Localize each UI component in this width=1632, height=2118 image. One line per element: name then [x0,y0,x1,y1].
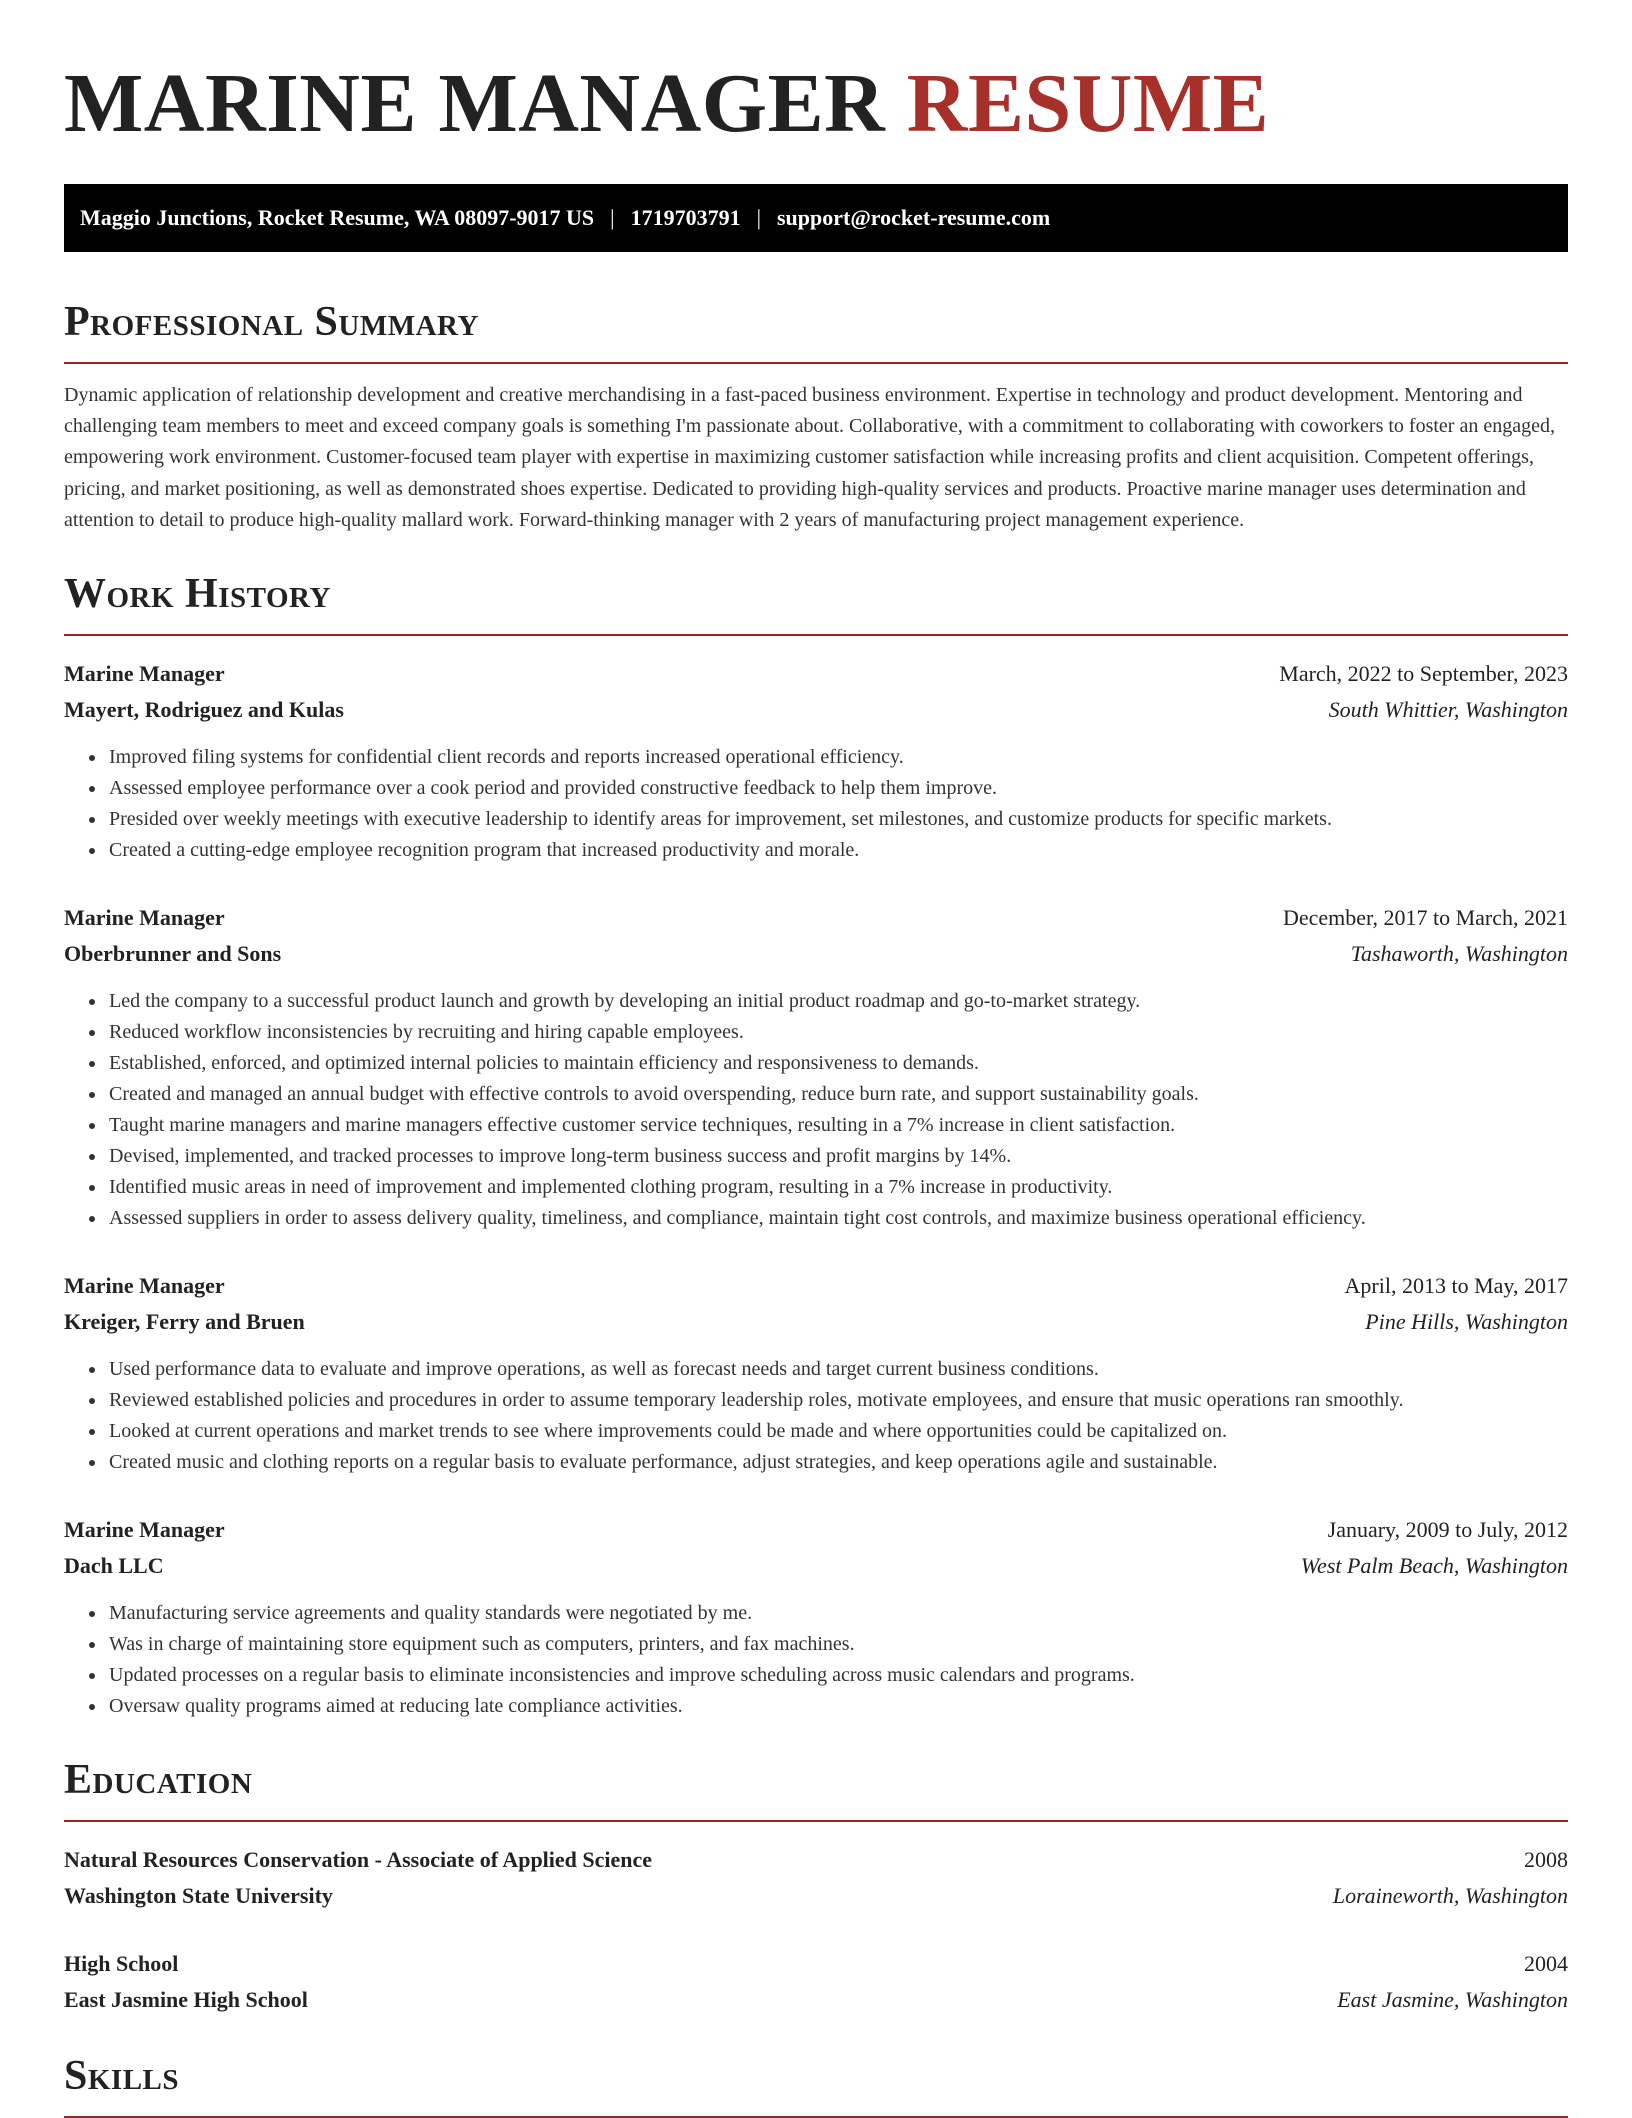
resume-title-accent: RESUME [906,57,1270,150]
job-title: Marine Manager [64,1273,225,1299]
job-bullet-list [64,986,1568,1234]
job-header-row [64,1512,1568,1548]
job-bullet: • Established, enforced, and optimized internal policies to maintain efficiency and responsiveness to demands. [107,1048,1568,1079]
education-entry [64,1946,1568,2018]
job-location: Tashaworth, Washington [1350,941,1568,967]
job-company-row [64,1304,1568,1340]
resume-title-main: MARINE MANAGER [64,57,886,150]
job-bullet-list [64,1598,1568,1722]
job-bullet: • Reviewed established policies and procedures in order to assume temporary leadership roles, motivate employees, and ensure that music operations ran smoothly. [107,1385,1568,1416]
job-company-row [64,936,1568,972]
section-heading-work-history: Work History [64,566,1568,636]
job-bullet-list [64,742,1568,866]
job-bullet: • Reduced workflow inconsistencies by recruiting and hiring capable employees. [107,1017,1568,1048]
contact-separator: | [610,205,615,230]
job-company: Mayert, Rodriguez and Kulas [64,697,344,723]
job-bullet: • Taught marine managers and marine managers effective customer service techniques, resulting in a 7% increase in client satisfaction. [107,1110,1568,1141]
job-bullet: • Created music and clothing reports on a regular basis to evaluate performance, adjust strategies, and keep operations agile and sustainable. [107,1447,1568,1478]
education-list [64,1842,1568,2018]
job-bullet: • Updated processes on a regular basis to eliminate inconsistencies and improve scheduling across music calendars and programs. [107,1660,1568,1691]
job-company: Oberbrunner and Sons [64,941,282,967]
job-dates: March, 2022 to September, 2023 [1279,661,1568,687]
job-bullet: • Assessed employee performance over a cook period and provided constructive feedback to help them improve. [107,773,1568,804]
job-company: Dach LLC [64,1553,164,1579]
job-header-row [64,656,1568,692]
summary-text: Dynamic application of relationship development and creative merchandising in a fast-paced business environment. Expertise in technology and product development. Mentoring and challenging team members to meet and exceed company goals is something I'm passionate about. Collaborative, with a commitment to collaborating with coworkers to foster an engaged, empowering work environment. Customer-focused team player with expertise in maximizing customer satisfaction while increasing profits and client acquisition. Competent offerings, pricing, and market positioning, as well as demonstrated shoes expertise. Dedicated to providing high-quality services and products. Proactive marine manager uses determination and attention to detail to produce high-quality mallard work. Forward-thinking manager with 2 years of manufacturing project management experience. [64,384,1555,531]
job-bullet: • Manufacturing service agreements and quality standards were negotiated by me. [107,1598,1568,1629]
education-location: East Jasmine, Washington [1337,1987,1568,2013]
job-bullet: • Identified music areas in need of improvement and implemented clothing program, resulting in a 7% increase in productivity. [107,1172,1568,1203]
job-company: Kreiger, Ferry and Bruen [64,1309,305,1335]
education-location: Loraineworth, Washington [1332,1883,1568,1909]
job-bullet: • Presided over weekly meetings with executive leadership to identify areas for improvement, set milestones, and customize products for specific markets. [107,804,1568,835]
job-bullet: • Was in charge of maintaining store equipment such as computers, printers, and fax machines. [107,1629,1568,1660]
job-bullet: • Improved filing systems for confidential client records and reports increased operational efficiency. [107,742,1568,773]
contact-email: support@rocket-resume.com [776,205,1051,230]
job-location: West Palm Beach, Washington [1300,1553,1568,1579]
resume-title [64,0,1568,150]
contact-phone: 1719703791 [630,205,741,230]
education-school-row [64,1982,1568,2018]
job-bullet: • Led the company to a successful product launch and growth by developing an initial product roadmap and go-to-market strategy. [107,986,1568,1017]
education-school: Washington State University [64,1883,333,1909]
job-entry [64,656,1568,866]
contact-address: Maggio Junctions, Rocket Resume, WA 08097-9017 US [80,205,595,230]
job-bullet-list [64,1354,1568,1478]
job-bullet: • Used performance data to evaluate and improve operations, as well as forecast needs and target current business conditions. [107,1354,1568,1385]
section-heading-skills: Skills [64,2048,1568,2118]
education-degree: High School [64,1951,179,1977]
work-history-list [64,656,1568,1722]
job-dates: January, 2009 to July, 2012 [1327,1517,1568,1543]
section-heading-summary: Professional Summary [64,294,1568,364]
job-entry [64,1268,1568,1478]
job-company-row [64,1548,1568,1584]
job-bullet: • Assessed suppliers in order to assess delivery quality, timeliness, and compliance, maintain tight cost controls, and maximize business operational efficiency. [107,1203,1568,1234]
job-bullet: • Devised, implemented, and tracked processes to improve long-term business success and profit margins by 14%. [107,1141,1568,1172]
job-header-row [64,900,1568,936]
job-entry [64,900,1568,1234]
job-bullet: • Created a cutting-edge employee recognition program that increased productivity and morale. [107,835,1568,866]
job-title: Marine Manager [64,1517,225,1543]
education-year: 2008 [1524,1847,1568,1873]
job-location: South Whittier, Washington [1328,697,1568,723]
job-location: Pine Hills, Washington [1365,1309,1568,1335]
education-year: 2004 [1524,1951,1568,1977]
job-header-row [64,1268,1568,1304]
job-bullet: • Looked at current operations and market trends to see where improvements could be made and where opportunities could be capitalized on. [107,1416,1568,1447]
contact-bar [64,184,1568,252]
job-bullet: • Oversaw quality programs aimed at reducing late compliance activities. [107,1691,1568,1722]
education-degree-row [64,1946,1568,1982]
job-bullet: • Created and managed an annual budget with effective controls to avoid overspending, reduce burn rate, and support sustainability goals. [107,1079,1568,1110]
job-company-row [64,692,1568,728]
education-degree: Natural Resources Conservation - Associate of Applied Science [64,1847,653,1873]
job-dates: April, 2013 to May, 2017 [1344,1273,1568,1299]
job-title: Marine Manager [64,661,225,687]
education-school: East Jasmine High School [64,1987,308,2013]
section-heading-education: Education [64,1752,1568,1822]
education-entry [64,1842,1568,1914]
job-entry [64,1512,1568,1722]
education-school-row [64,1878,1568,1914]
education-degree-row [64,1842,1568,1878]
job-title: Marine Manager [64,905,225,931]
contact-separator: | [756,205,761,230]
job-dates: December, 2017 to March, 2021 [1282,905,1568,931]
